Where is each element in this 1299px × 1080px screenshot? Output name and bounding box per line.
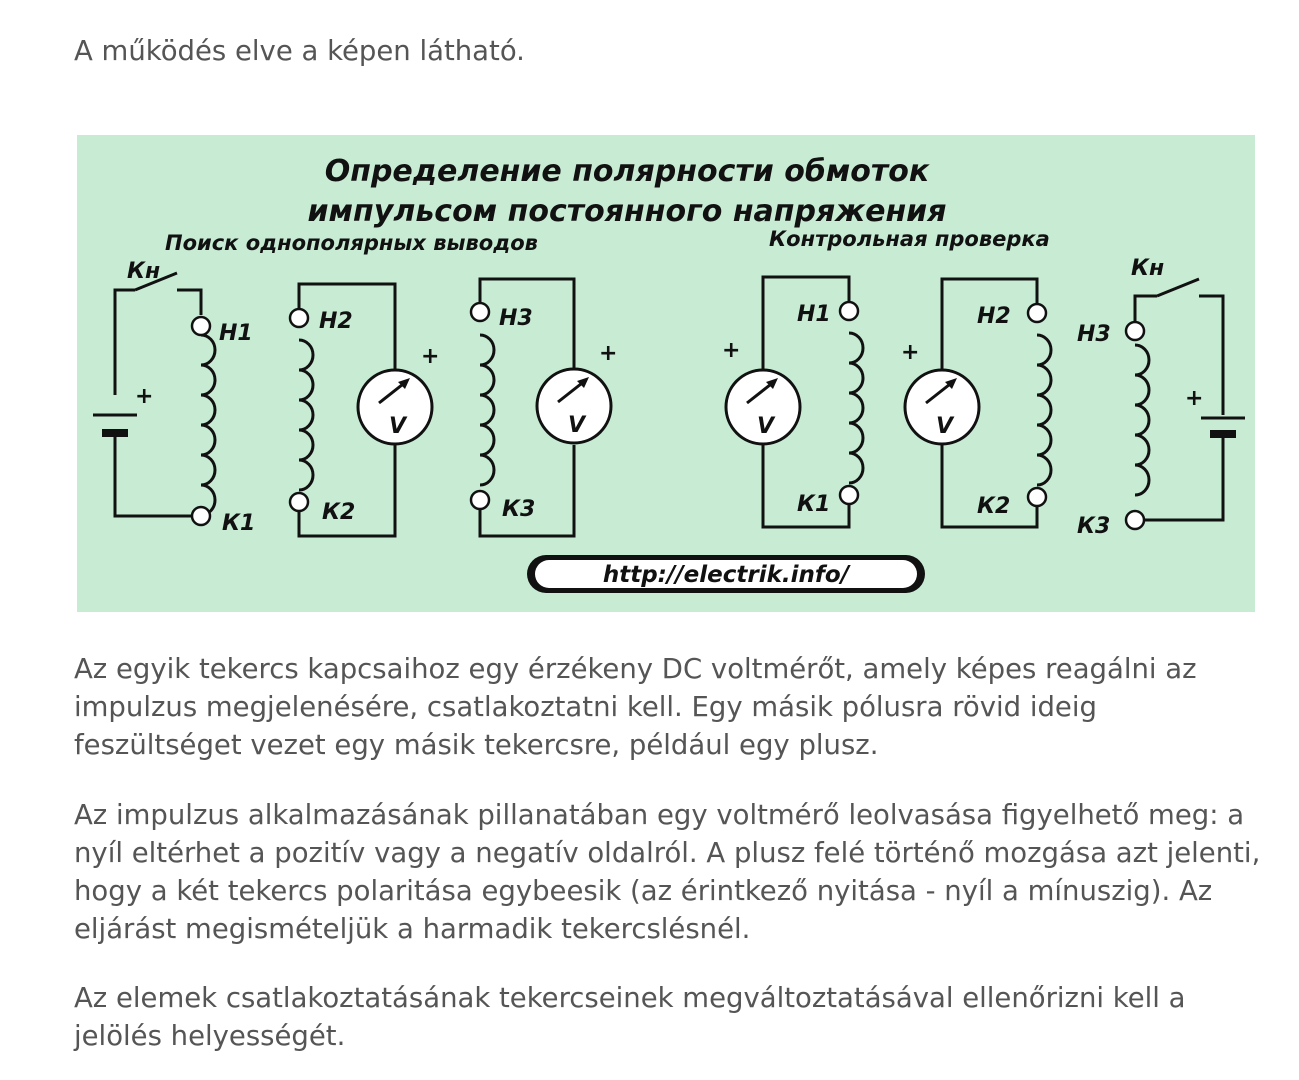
switch-label-right: Кн <box>1131 256 1165 281</box>
voltmeter-letter-2-right: V <box>936 414 954 439</box>
paragraph-3: Az elemek csatlakoztatásának tekercseinek megváltoztatásával ellenőrizni kell a jelölés helyességét. <box>74 982 1186 1052</box>
label-h2-right: Н2 <box>977 304 1011 329</box>
terminal-k1-left <box>192 507 210 525</box>
terminal-h2-left <box>290 309 308 327</box>
terminal-h1-left <box>192 317 210 335</box>
terminal-h1-right <box>840 302 858 320</box>
terminal-h2-right <box>1028 304 1046 322</box>
terminal-h3-right <box>1126 322 1144 340</box>
intro-text: A működés elve a képen látható. <box>74 35 525 67</box>
paragraph-2: Az impulzus alkalmazásának pillanatában egy voltmérő leolvasása figyelhető meg: a nyíl eltérhet a pozitív vagy a negatív oldalról. A plusz felé történő mozgása azt jelenti, hogy a két tekercs polaritása egybeesik (az érintkező nyitása - nyíl a mínuszig). Az eljárást megismételjük a harmadik tekercslésnél. <box>74 799 1261 945</box>
switch-label-left: Кн <box>127 259 161 284</box>
label-k2-right: К2 <box>977 494 1011 519</box>
voltmeter-letter-1-left: V <box>389 414 407 439</box>
left-section-heading: Поиск однополярных выводов <box>165 231 538 255</box>
voltmeter-letter-2-left: V <box>568 413 586 438</box>
diagram-title-line1: Определение полярности обмоток <box>324 154 930 189</box>
url-badge <box>527 555 925 593</box>
battery-plus-left: + <box>135 384 154 409</box>
voltmeter-plus-1-right: + <box>722 338 741 363</box>
battery-plus-right: + <box>1185 386 1204 411</box>
label-h2-left: Н2 <box>319 309 353 334</box>
voltmeter-letter-1-right: V <box>757 414 775 439</box>
label-h3-right: Н3 <box>1077 322 1111 347</box>
label-k2-left: К2 <box>322 500 356 525</box>
terminal-h3-left <box>471 303 489 321</box>
paragraph-1: Az egyik tekercs kapcsaihoz egy érzékeny DC voltmérőt, amely képes reagálni az impulzus megjelenésére, csatlakoztatni kell. Egy másik pólusra rövid ideig feszültséget vezet egy másik tekercsre, például egy plusz. <box>74 653 1197 761</box>
polarity-diagram-svg <box>77 135 1255 612</box>
label-h3-left: Н3 <box>499 306 533 331</box>
label-k1-left: К1 <box>222 511 256 536</box>
right-section-heading: Контрольная проверка <box>769 227 1050 251</box>
terminal-k1-right <box>840 486 858 504</box>
label-k3-right: К3 <box>1077 514 1111 539</box>
terminal-k3-right <box>1126 511 1144 529</box>
label-k3-left: К3 <box>502 497 536 522</box>
url-text: http://electrik.info/ <box>602 562 850 588</box>
diagram-title-line2: импульсом постоянного напряжения <box>307 194 947 229</box>
terminal-k2-right <box>1028 488 1046 506</box>
label-h1-right: Н1 <box>797 302 831 327</box>
terminal-k2-left <box>290 493 308 511</box>
voltmeter-plus-2-right: + <box>901 340 920 365</box>
label-h1-left: Н1 <box>219 321 253 346</box>
terminal-k3-left <box>471 491 489 509</box>
voltmeter-plus-2-left: + <box>599 341 618 366</box>
polarity-diagram <box>77 135 1255 612</box>
label-k1-right: К1 <box>797 492 831 517</box>
voltmeter-plus-1-left: + <box>421 344 440 369</box>
